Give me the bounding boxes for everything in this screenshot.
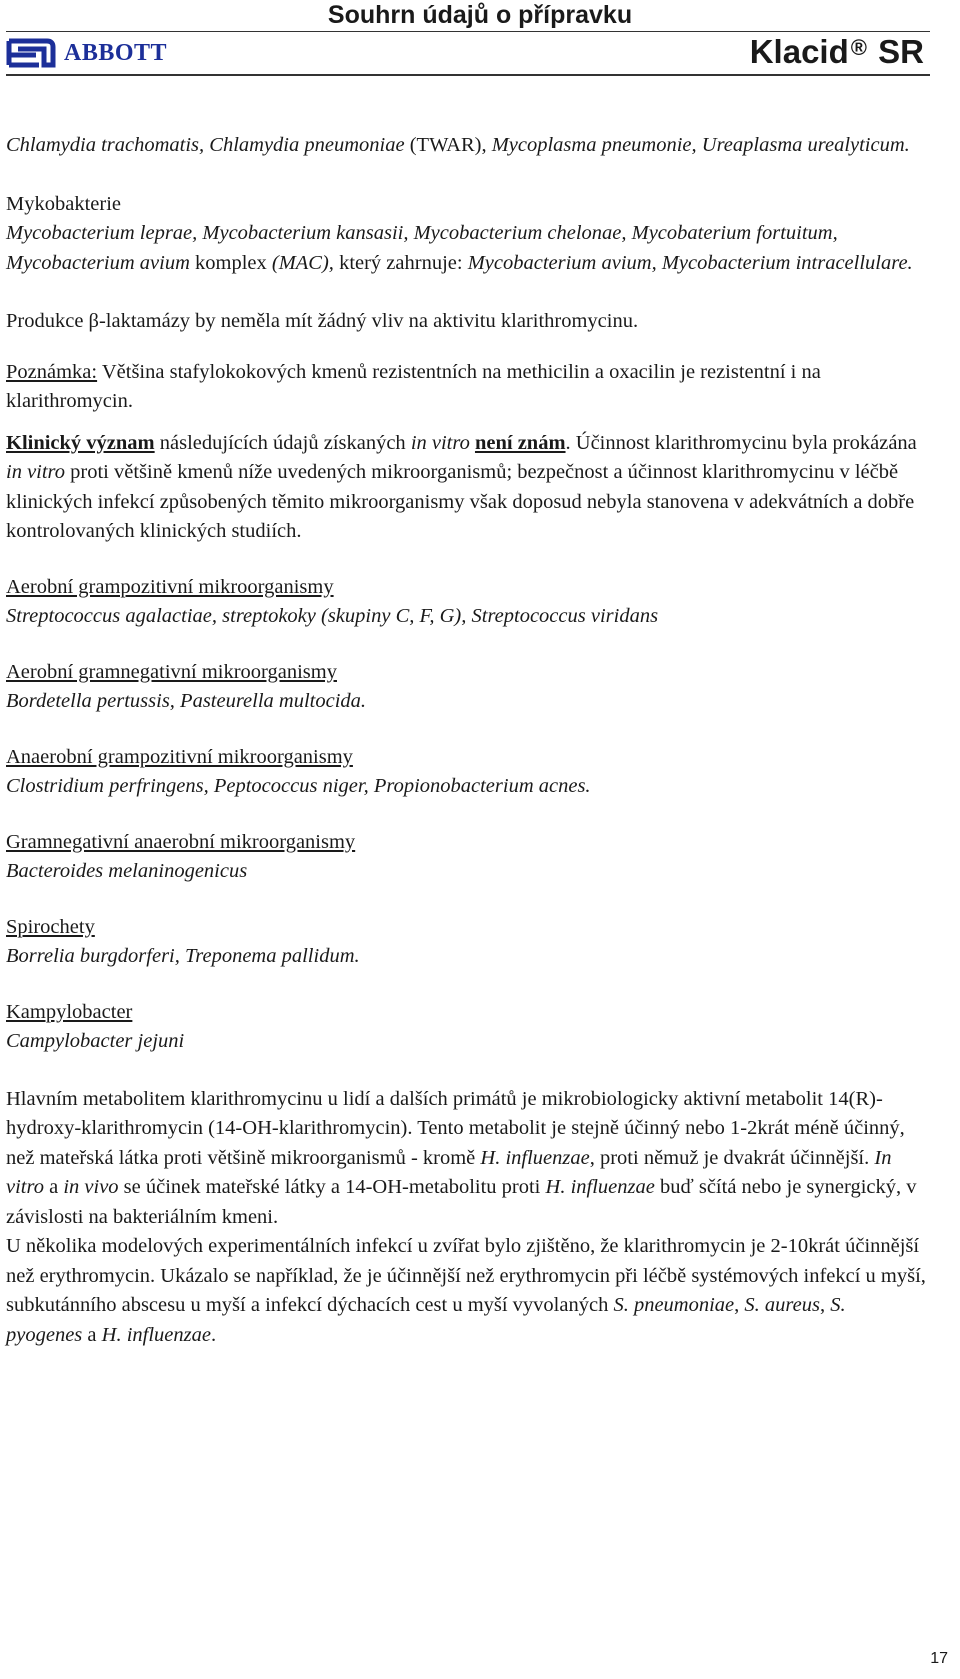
section-heading: Mykobakterie — [6, 192, 121, 215]
body-text: , — [734, 1294, 745, 1316]
body-text: , proti němuž je dvakrát účinnější. — [589, 1146, 875, 1169]
group-species: Borrelia burgdorferi, Treponema pallidum. — [6, 945, 360, 967]
body-text: . Účinnost klarithromycinu byla prokázána — [565, 431, 917, 454]
group-heading: Kampylobacter — [6, 1000, 133, 1023]
organism-group — [6, 743, 926, 802]
group-species: Bacteroides melaninogenicus — [6, 860, 248, 882]
group-species: Campylobacter jejuni — [6, 1030, 185, 1052]
species-text: Mycobacterium leprae, Mycobacterium kansasii, Mycobacterium chelonae, Mycobaterium fortuitum, Mycobacterium avium — [6, 222, 838, 274]
species-text: S. pyogenes — [6, 1294, 846, 1346]
emphasis-text: není znám — [474, 431, 566, 454]
italic-text: In vitro — [6, 1146, 892, 1198]
paragraph-metabolite — [6, 1085, 926, 1233]
group-species: Streptococcus agalactiae, streptokoky (skupiny C, F, G), Streptococcus viridans — [6, 605, 659, 627]
logo-text: ABBOTT — [64, 39, 168, 66]
body-text: (TWAR), — [404, 134, 492, 156]
group-heading: Anaerobní grampozitivní mikroorganismy — [6, 745, 353, 768]
paragraph-beta-lactamase: Produkce β-laktamázy by neměla mít žádný vliv na aktivitu klarithromycinu. — [6, 310, 639, 332]
group-heading: Spirochety — [6, 915, 95, 938]
body-text: buď sčítá nebo je synergický, v závislosti na bakteriálním kmeni. — [6, 1176, 917, 1228]
note-label: Poznámka: — [6, 360, 98, 383]
organism-group — [6, 658, 926, 717]
group-heading: Gramnegativní anaerobní mikroorganismy — [6, 830, 356, 853]
italic-text: in vitro — [410, 431, 470, 454]
body-text: proti většině kmenů níže uvedených mikroorganismů; bezpečnost a účinnost klarithromycinu v léčbě klinických infekcí způsobených těmito mikroorganismy však doposud nebyla stanovena v adekvátních a dobře kontrolovaných klinických studiích. — [6, 461, 915, 542]
organism-group — [6, 828, 926, 887]
body-text: U několika modelových experimentálních infekcí u zvířat bylo zjištěno, že klarithromycin je 2-10krát účinnější než erythromycin. Ukázalo se například, že je účinnější než erythromycin při léčbě systémových infekcí u myší, subkutánního abscesu u myší a infekcí dýchacích cest u myší vyvolaných — [6, 1235, 926, 1316]
group-species: Clostridium perfringens, Peptococcus niger, Propionobacterium acnes. — [6, 775, 591, 797]
species-text: Mycoplasma pneumonie, Ureaplasma urealyticum. — [491, 134, 910, 156]
body-text: který zahrnuje: — [333, 251, 468, 274]
body-text: a — [43, 1176, 64, 1198]
organism-group — [6, 998, 926, 1057]
registered-mark: ® — [850, 35, 867, 60]
species-text: S. aureus — [744, 1294, 820, 1316]
body-text: následujících údajů získaných — [154, 431, 411, 454]
product-name-main: Klacid — [749, 33, 849, 70]
abbott-logo-icon — [6, 38, 56, 68]
group-heading: Aerobní grampozitivní mikroorganismy — [6, 575, 334, 598]
body-text: Většina stafylokokových kmenů rezistentních na methicilin a oxacilin je rezistentní i na klarithromycin. — [6, 360, 821, 412]
header-rule-bottom — [6, 74, 930, 76]
body-text: Hlavním metabolitem klarithromycinu u lidí a dalších primátů je mikrobiologicky aktivní metabolit 14(R)-hydroxy-klarithromycin (14-OH-klarithromycin). Tento metabolit je stejně účinný nebo 1-2krát méně účinný, než mateřská látka proti většině mikroorganismů - kromě — [6, 1087, 905, 1169]
species-text: H. influenzae — [480, 1146, 590, 1169]
italic-text: in vitro — [6, 461, 66, 483]
species-text: Chlamydia trachomatis, Chlamydia pneumoniae — [6, 134, 405, 156]
group-heading: Aerobní gramnegativní mikroorganismy — [6, 660, 337, 683]
organism-group — [6, 913, 926, 972]
body-text: komplex — [189, 251, 272, 274]
paragraph-mykobakterie — [6, 190, 926, 279]
paragraph-note — [6, 358, 926, 417]
species-text: (MAC), — [271, 251, 334, 274]
body-text: , — [819, 1294, 831, 1316]
species-text: H. influenzae — [101, 1323, 211, 1346]
header-title: Souhrn údajů o přípravku — [327, 1, 633, 29]
paragraph-animal-models — [6, 1232, 926, 1350]
body-text: se účinek mateřské látky a 14-OH-metabolitu proti — [118, 1176, 546, 1198]
paragraph-clinical-significance — [6, 429, 926, 547]
paragraph-chlamydia — [6, 131, 926, 161]
species-text: S. pneumoniae — [613, 1294, 735, 1316]
page-number: 17 — [930, 1650, 948, 1667]
species-text: Mycobacterium avium, Mycobacterium intracellulare. — [467, 251, 913, 274]
organism-groups — [6, 573, 926, 1057]
emphasis-text: Klinický význam — [6, 431, 155, 454]
product-name — [750, 30, 924, 74]
group-species: Bordetella pertussis, Pasteurella multocida. — [6, 690, 367, 712]
abbott-logo — [6, 36, 167, 70]
body-text: a — [82, 1323, 102, 1346]
italic-text: in vivo — [63, 1176, 119, 1198]
product-name-suffix: SR — [878, 33, 924, 70]
body-text: . — [210, 1323, 217, 1346]
species-text: H. influenzae — [545, 1176, 655, 1198]
document-body — [6, 131, 926, 1350]
organism-group — [6, 573, 926, 632]
